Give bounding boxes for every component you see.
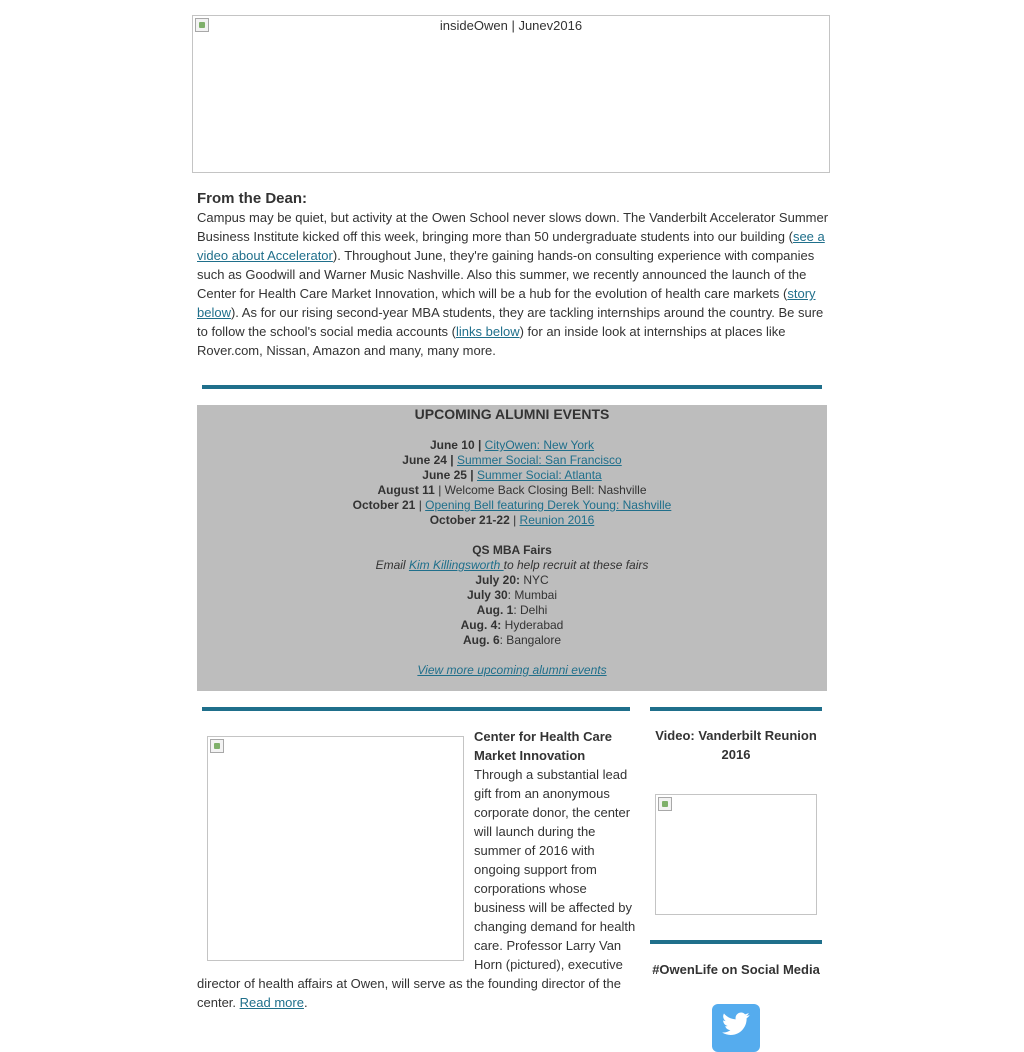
dean-body — [197, 208, 831, 360]
accelerator-video-link[interactable]: see a video about Accelerator — [197, 229, 825, 263]
event-link-summer-social-atlanta[interactable]: Summer Social: Atlanta — [477, 468, 602, 482]
dean-text: ) for an inside look at internships at places like Rover.com, Nissan, Amazon and many, many more. — [197, 324, 786, 358]
view-more-events-link[interactable]: View more upcoming alumni events — [417, 663, 607, 677]
fair-row: July 30: Mumbai — [466, 588, 558, 602]
health-care-story: Center for Health Care Market Innovation Through a substantial lead gift from an anonymous corporate donor, the center will launch during the summer of 2016 with ongoing support from corporations whose business will be affected by changing demand for health care. Professor Larry Van Horn (pictured), executive director of health affairs at Owen, will serve as the founding director of the center. Read more. — [197, 729, 636, 1010]
links-below-link[interactable]: links below — [456, 324, 520, 339]
broken-image-icon — [658, 797, 672, 811]
section-divider — [202, 707, 630, 711]
story-below-link[interactable]: story below — [197, 286, 816, 320]
event-link-cityowen-new-york[interactable]: CityOwen: New York — [484, 438, 595, 452]
alumni-events-box — [197, 405, 827, 691]
social-title: #OwenLife on Social Media — [652, 962, 820, 977]
story-body: Through a substantial lead gift from an anonymous corporate donor, the center will launch during the summer of 2016 with ongoing support from corporations whose business will be affected by changing demand for health care. Professor Larry Van Horn (pictured), executive director of health affairs at Owen, will serve as the founding director of the center. — [197, 767, 636, 1010]
event-row: June 25 | Summer Social: Atlanta — [422, 468, 602, 482]
event-row: June 24 | Summer Social: San Francisco — [402, 453, 622, 467]
event-link-opening-bell[interactable]: Opening Bell featuring Derek Young: Nashville — [425, 498, 672, 512]
read-more-link[interactable]: Read more — [239, 995, 304, 1010]
dean-title: From the Dean: — [197, 190, 308, 207]
dean-text: Campus may be quiet, but activity at the Owen School never slows down. The Vanderbilt Accelerator Summer Business Institute kicked off this week, bringing more than 50 undergraduate students into our building ( — [197, 210, 829, 244]
event-row: June 10 | CityOwen: New York — [429, 438, 595, 452]
dean-text: ). As for our rising second-year MBA students, they are tackling internships around the country. Be sure to follow the school's social media accounts ( — [197, 305, 824, 339]
fair-row: Aug. 4: Hyderabad — [460, 618, 564, 632]
fairs-title: QS MBA Fairs — [472, 543, 552, 557]
event-link-summer-social-sf[interactable]: Summer Social: San Francisco — [457, 453, 622, 467]
fair-row: Aug. 6: Bangalore — [462, 633, 562, 647]
header-banner-image — [192, 15, 830, 173]
dean-text: ). Throughout June, they're gaining hands-on consulting experience with companies such as Goodwill and Warner Music Nashville. Also this summer, we recently announced the launch of the Center for Health Care Market Innovation, which will be a hub for the evolution of health care markets ( — [197, 248, 815, 301]
more-events-row — [197, 663, 827, 678]
event-link-reunion-2016[interactable]: Reunion 2016 — [519, 513, 595, 527]
twitter-icon[interactable] — [712, 1004, 760, 1052]
event-row: October 21 | Opening Bell featuring Derek Young: Nashville — [352, 498, 672, 512]
fairs-email-line: Email Kim Killingsworth to help recruit at these fairs — [375, 558, 649, 572]
dean-section — [197, 189, 831, 360]
section-divider — [202, 385, 822, 389]
events-title: UPCOMING ALUMNI EVENTS — [414, 406, 610, 422]
header-image-alt-text: insideOwen | Junev2016 — [439, 18, 583, 33]
kim-killingsworth-email-link[interactable]: Kim Killingsworth — [408, 558, 504, 572]
reunion-video-thumbnail[interactable] — [655, 794, 817, 915]
video-title: Video: Vanderbilt Reunion 2016 — [655, 728, 817, 762]
story-title: Center for Health Care Market Innovation — [474, 729, 612, 763]
event-row: October 21-22 | Reunion 2016 — [429, 513, 595, 527]
section-divider — [650, 707, 822, 711]
section-divider — [650, 940, 822, 944]
fair-row: Aug. 1: Delhi — [476, 603, 548, 617]
fair-row: July 20: NYC — [475, 573, 549, 587]
event-row: August 11 | Welcome Back Closing Bell: Nashville — [377, 483, 647, 497]
